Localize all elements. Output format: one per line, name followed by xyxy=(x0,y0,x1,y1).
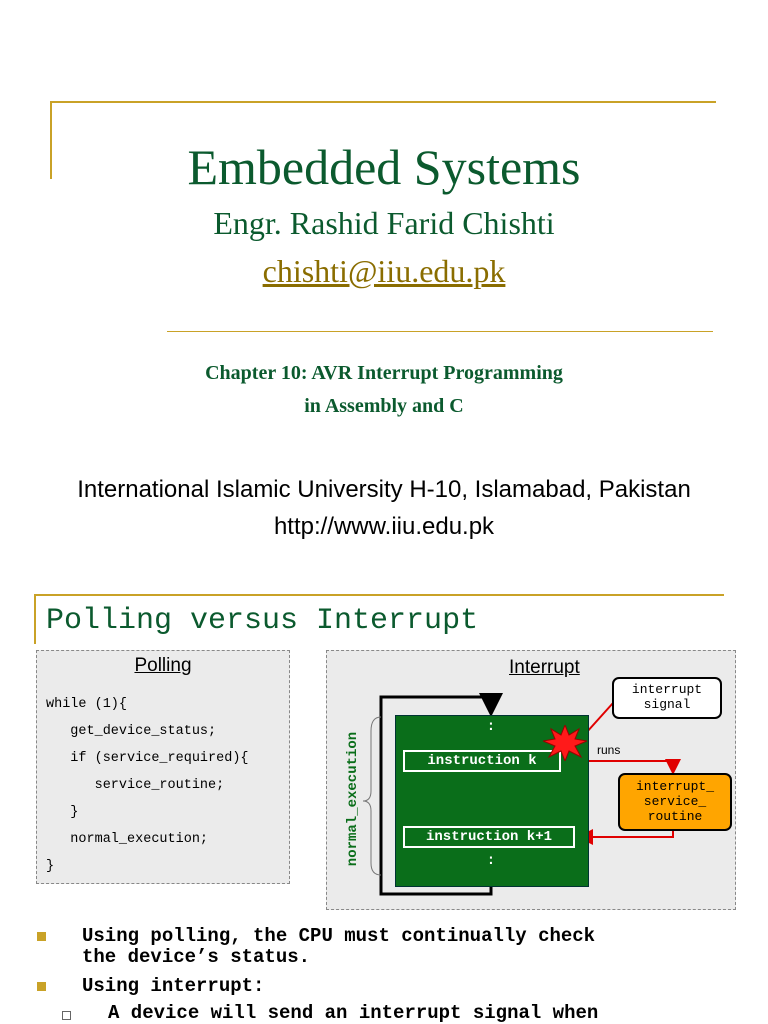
instruction-k: instruction k xyxy=(403,750,561,772)
bullet-marker xyxy=(37,932,46,941)
interrupt-title: Interrupt xyxy=(509,657,580,678)
author-name: Engr. Rashid Farid Chishti xyxy=(213,205,555,241)
polling-code xyxy=(46,697,249,886)
slide2-top-gold-rule xyxy=(34,594,724,596)
instruction-k-plus-1: instruction k+1 xyxy=(403,826,575,848)
bullet-interrupt: Using interrupt: xyxy=(82,975,265,997)
isr-line-3: routine xyxy=(647,809,703,824)
code-line: } xyxy=(46,805,79,820)
runs-label: runs xyxy=(597,743,621,757)
code-line: normal_execution; xyxy=(46,832,209,847)
code-line: while (1){ xyxy=(46,697,128,712)
slide-title: Embedded Systems xyxy=(187,139,581,195)
code-line: service_routine; xyxy=(46,778,225,793)
mid-gold-rule xyxy=(167,331,713,332)
polling-panel xyxy=(36,650,290,884)
isr-line-2: service_ xyxy=(643,794,707,809)
ellipsis-bottom: : xyxy=(486,853,496,869)
sub-bullet-device-signal: A device will send an interrupt signal when xyxy=(108,1002,599,1024)
polling-title: Polling xyxy=(134,655,192,676)
isr-box xyxy=(618,773,732,831)
bullet-polling-line-1: Using polling, the CPU must continually check xyxy=(82,925,596,947)
normal-execution-label: normal_execution xyxy=(345,731,361,867)
interrupt-panel xyxy=(326,650,736,910)
code-line: get_device_status; xyxy=(46,724,217,739)
bullet-marker xyxy=(37,982,46,991)
university-website[interactable]: http://www.iiu.edu.pk xyxy=(273,513,495,540)
ellipsis-top: : xyxy=(486,719,496,735)
isr-line-1: interrupt_ xyxy=(635,779,714,794)
chapter-line-2: in Assembly and C xyxy=(304,395,464,417)
sub-bullet-marker xyxy=(62,1011,71,1020)
code-line: } xyxy=(46,859,55,874)
slide2-heading: Polling versus Interrupt xyxy=(46,604,479,638)
author-email-link[interactable]: chishti@iiu.edu.pk xyxy=(262,253,506,289)
interrupt-signal-box xyxy=(612,677,722,719)
chapter-line-1: Chapter 10: AVR Interrupt Programming xyxy=(205,362,563,384)
interrupt-burst-icon xyxy=(543,725,587,761)
signal-line-2: signal xyxy=(643,697,691,712)
code-line: if (service_required){ xyxy=(46,751,249,766)
top-gold-rule xyxy=(50,101,716,103)
university-name: International Islamic University H-10, Islamabad, Pakistan xyxy=(77,476,691,503)
bullet-polling-line-2: the device’s status. xyxy=(82,946,311,968)
signal-line-1: interrupt xyxy=(631,682,703,697)
slide2-left-gold-rule xyxy=(34,594,36,644)
